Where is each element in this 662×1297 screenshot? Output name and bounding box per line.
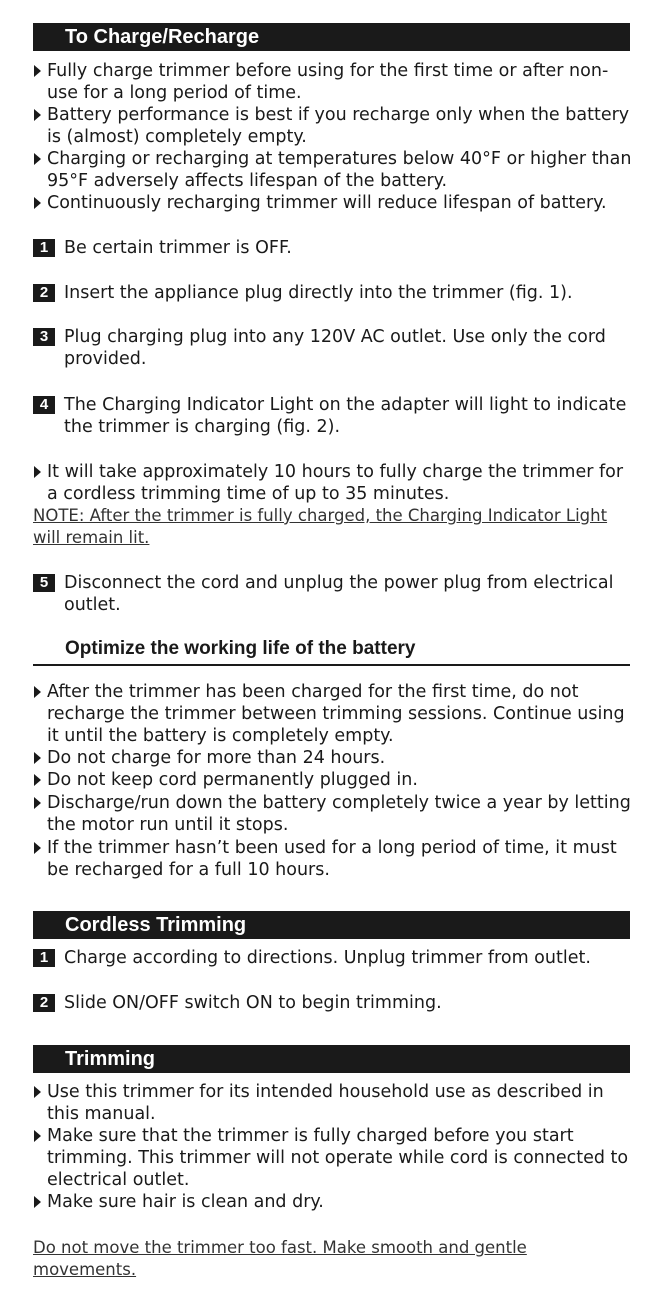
step-text: Slide ON/OFF switch ON to begin trimming. <box>64 993 442 1013</box>
charge-bullet-4: Continuously recharging trimmer will reduce lifespan of battery. <box>33 192 638 214</box>
trimming-bullet-3: Make sure hair is clean and dry. <box>33 1191 638 1213</box>
trimming-bullet-2: Make sure that the trimmer is fully charged before you start trimming. This trimmer will not operate while cord is connected to electrical outlet. <box>33 1125 638 1191</box>
charge-time-bullet: It will take approximately 10 hours to fully charge the trimmer for a cordless trimming time of up to 35 minutes. <box>33 461 638 505</box>
optimize-bullet-5: If the trimmer hasn’t been used for a long period of time, it must be recharged for a full 10 hours. <box>33 837 638 881</box>
optimize-bullet-2: Do not charge for more than 24 hours. <box>33 747 638 769</box>
step-text: The Charging Indicator Light on the adapter will light to indicate the trimmer is charging (fig. 2). <box>64 395 627 437</box>
charge-bullet-1: Fully charge trimmer before using for the first time or after non-use for a long period of time. <box>33 60 638 104</box>
step-text: Charge according to directions. Unplug trimmer from outlet. <box>64 948 591 968</box>
step-number: 2 <box>33 284 55 302</box>
step-number: 1 <box>33 949 55 967</box>
charge-bullet-2: Battery performance is best if you recharge only when the battery is (almost) completely empty. <box>33 104 638 148</box>
charge-step-5 <box>33 572 638 616</box>
step-number: 2 <box>33 994 55 1012</box>
subheading-optimize: Optimize the working life of the battery <box>65 638 416 659</box>
step-number: 5 <box>33 574 55 592</box>
trimming-bullet-1: Use this trimmer for its intended household use as described in this manual. <box>33 1081 638 1125</box>
step-text: Disconnect the cord and unplug the power plug from electrical outlet. <box>64 573 614 615</box>
step-text: Plug charging plug into any 120V AC outlet. Use only the cord provided. <box>64 327 606 369</box>
charge-step-2 <box>33 282 638 304</box>
optimize-bullet-3: Do not keep cord permanently plugged in. <box>33 769 638 791</box>
section-header-trimming: Trimming <box>33 1045 630 1073</box>
divider-rule <box>33 664 630 666</box>
step-number: 1 <box>33 239 55 257</box>
trimming-note: Do not move the trimmer too fast. Make smooth and gentle movements. <box>33 1238 527 1279</box>
step-text: Be certain trimmer is OFF. <box>64 238 292 258</box>
step-number: 3 <box>33 328 55 346</box>
charge-bullet-3: Charging or recharging at temperatures below 40°F or higher than 95°F adversely affects lifespan of the battery. <box>33 148 638 192</box>
charge-step-4 <box>33 394 638 438</box>
charge-step-1 <box>33 237 638 259</box>
cordless-step-2 <box>33 992 638 1014</box>
charge-note: NOTE: After the trimmer is fully charged, the Charging Indicator Light will remain lit. <box>33 506 608 547</box>
section-header-cordless: Cordless Trimming <box>33 911 630 939</box>
step-number: 4 <box>33 396 55 414</box>
charge-step-3 <box>33 326 638 370</box>
optimize-bullet-1: After the trimmer has been charged for the first time, do not recharge the trimmer between trimming sessions. Continue using it until the battery is completely empty. <box>33 681 638 747</box>
optimize-bullet-4: Discharge/run down the battery completely twice a year by letting the motor run until it stops. <box>33 792 638 836</box>
cordless-step-1 <box>33 947 638 969</box>
section-header-charge: To Charge/Recharge <box>33 23 630 51</box>
step-text: Insert the appliance plug directly into the trimmer (fig. 1). <box>64 283 573 303</box>
